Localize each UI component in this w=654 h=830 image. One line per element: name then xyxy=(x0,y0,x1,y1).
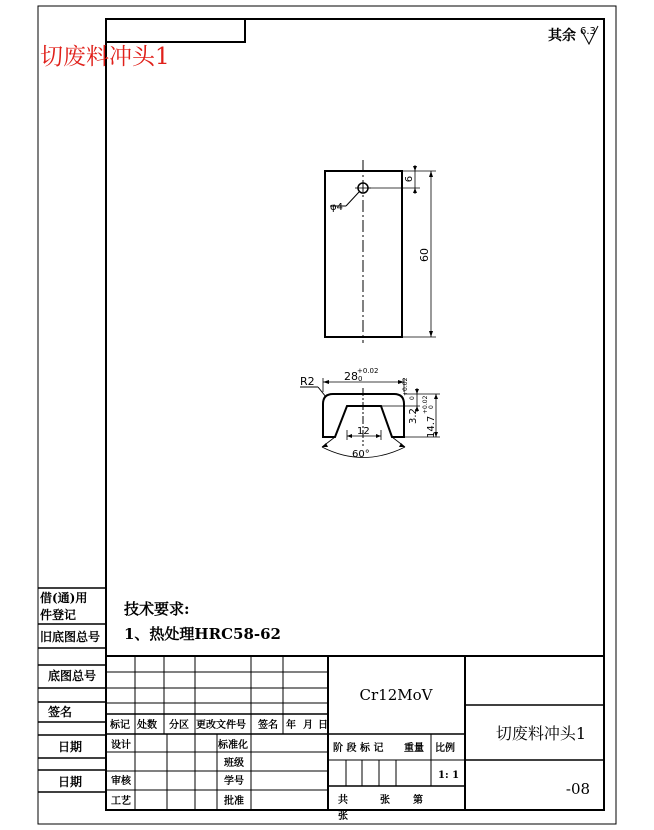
hdr-col-4: 更改文件号 xyxy=(196,720,246,731)
angle-arrow-left xyxy=(322,443,328,447)
hole-dia-label: φ4 xyxy=(330,202,343,213)
sheets-label: 张 xyxy=(380,795,390,806)
dim147-arrow-top xyxy=(434,394,438,399)
dim32-arrow-top xyxy=(415,389,419,394)
angle-arrow-right xyxy=(399,443,405,447)
hdr-col-3: 分区 xyxy=(169,720,189,731)
strip-label-2: 旧底图总号 xyxy=(40,630,101,644)
dim-height: 60 xyxy=(418,248,431,262)
dim-hole-pos: 6 xyxy=(404,175,415,183)
strip-label-3: 底图总号 xyxy=(48,669,97,683)
dim6-arrow-bottom xyxy=(413,188,417,193)
page-label: 第 xyxy=(413,795,423,806)
process-label: 工艺 xyxy=(111,796,131,807)
r2-leader xyxy=(318,387,326,397)
student-no-label: 学号 xyxy=(224,776,244,787)
tech-req-item1: 1、热处理HRC58-62 xyxy=(124,625,281,643)
review-label: 审核 xyxy=(111,776,131,787)
dim-angle: 60° xyxy=(352,449,370,460)
radius-label: R2 xyxy=(300,375,315,388)
dim12-arrow-left xyxy=(347,434,352,438)
part-name: 切废料冲头1 xyxy=(495,724,587,743)
inner-frame xyxy=(106,19,604,810)
surface-finish-value: 6.3 xyxy=(580,26,596,37)
dim-large: 14.7 xyxy=(426,415,437,438)
dim6-arrow-top xyxy=(413,166,417,171)
approve-label: 批准 xyxy=(224,796,244,807)
dim-width: 28 xyxy=(344,370,358,383)
dim-small-tol-upper: +0.02 xyxy=(402,377,409,396)
surface-finish-label: 其余 xyxy=(548,28,576,44)
strip-label-4: 签名 xyxy=(48,705,73,719)
dim28-arrow-left xyxy=(323,380,329,384)
front-view xyxy=(325,160,436,343)
team-label: 班级 xyxy=(224,758,244,769)
standardization-label: 标准化 xyxy=(218,740,248,751)
sheet-label-2: 张 xyxy=(338,811,348,822)
hole-leader xyxy=(346,192,359,206)
dim12-arrow-right xyxy=(376,434,381,438)
stage-mark-label: 阶 段 标 记 xyxy=(333,743,384,754)
hdr-col-2: 处数 xyxy=(137,720,157,731)
hdr-col-1: 标记 xyxy=(110,720,130,731)
scale-label: 比例 xyxy=(435,743,455,754)
tech-req-heading: 技术要求: xyxy=(124,600,190,618)
hdr-col-7: 月 xyxy=(303,720,313,731)
dim-slot: 12 xyxy=(357,426,370,437)
dim-large-tol-upper: +0.02 xyxy=(422,395,429,414)
drawing-number: -08 xyxy=(565,780,591,798)
section-view xyxy=(300,367,440,460)
hdr-col-6: 年 xyxy=(286,720,296,731)
strip-label-5: 日期 xyxy=(58,740,83,754)
dim60-arrow-bottom xyxy=(429,331,433,337)
strip-label-1a: 借(通)用 xyxy=(40,591,88,605)
dim-small-tol-lower: 0 xyxy=(409,396,416,400)
part-name-red: 切废料冲头1 xyxy=(40,44,170,70)
material: Cr12MoV xyxy=(359,686,433,704)
dim-width-tol-upper: +0.02 xyxy=(357,367,379,375)
top-left-box xyxy=(106,19,245,42)
dim60-arrow-top xyxy=(429,171,433,177)
hdr-col-8: 日 xyxy=(318,720,328,731)
dim-small: 3.2 xyxy=(408,408,419,424)
weight-label: 重量 xyxy=(404,743,424,754)
hdr-col-5: 签名 xyxy=(258,720,278,731)
design-label: 设计 xyxy=(111,740,131,751)
strip-label-1b: 件登记 xyxy=(40,608,77,622)
strip-label-6: 日期 xyxy=(58,775,83,789)
total-label: 共 xyxy=(338,795,348,806)
dim-large-tol-lower: 0 xyxy=(428,405,435,409)
dim-width-tol-lower: 0 xyxy=(358,375,363,383)
scale-value: 1: 1 xyxy=(438,770,460,781)
